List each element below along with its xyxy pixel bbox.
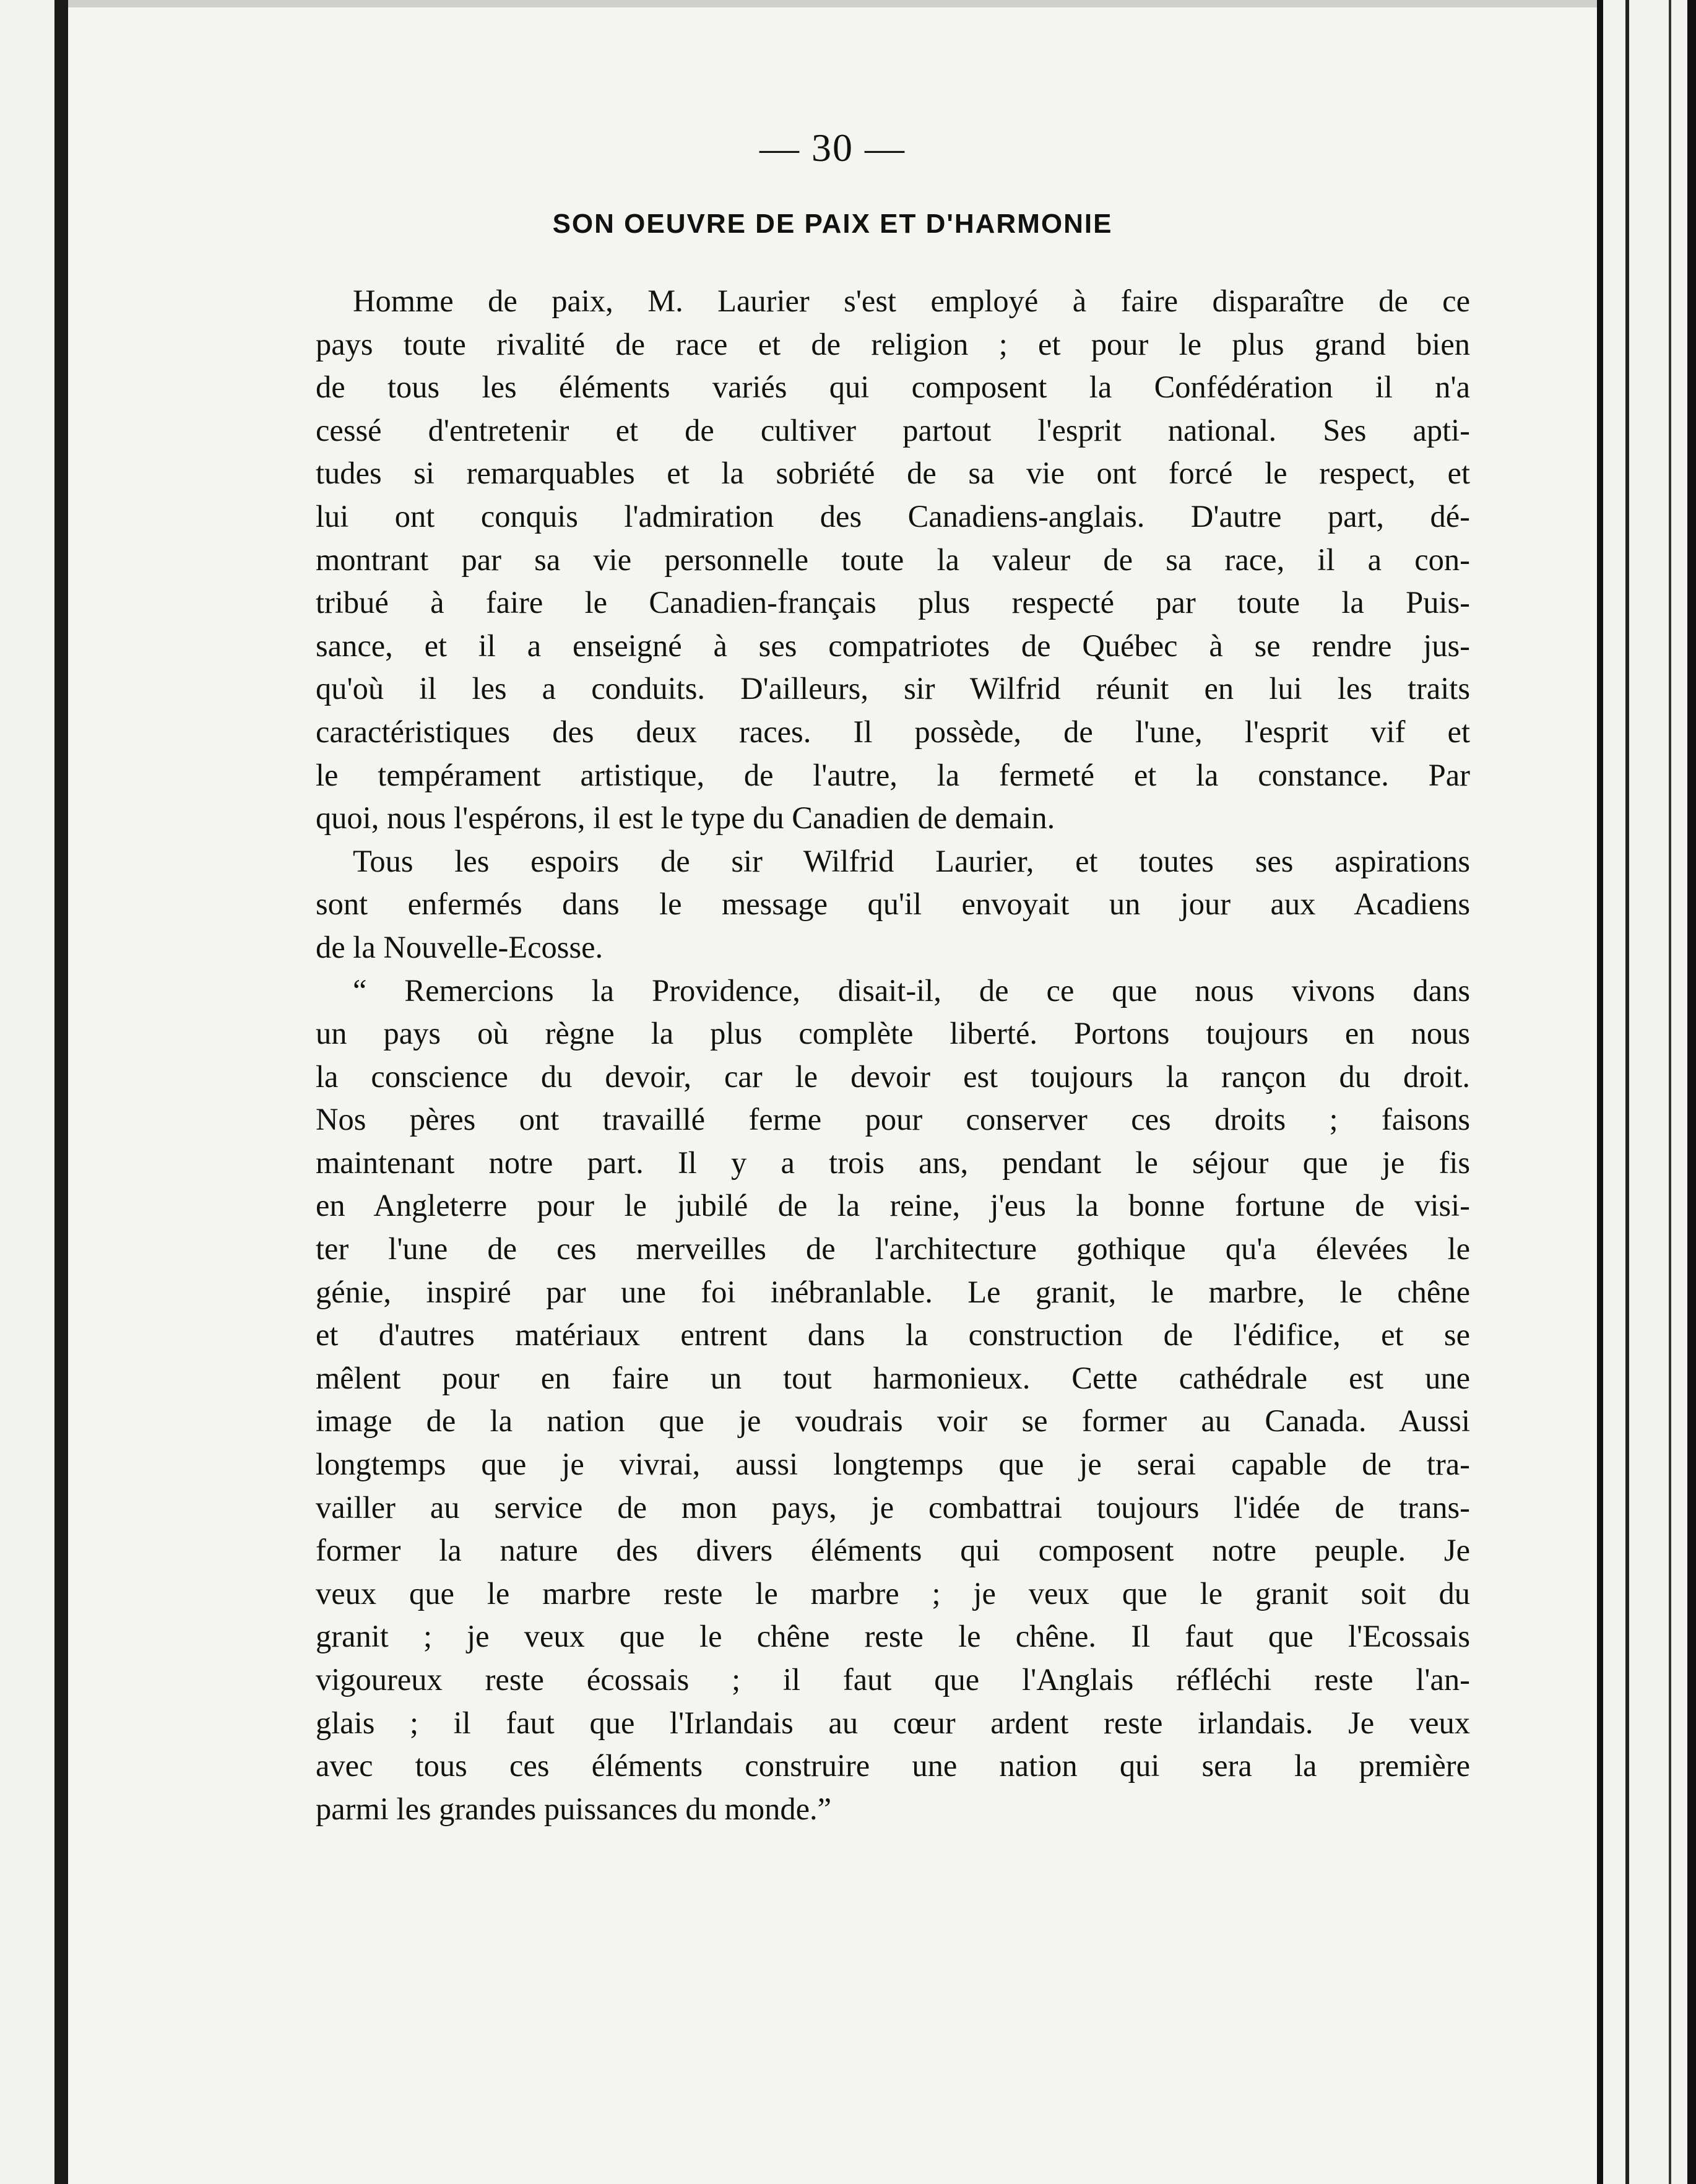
text-line: image de la nation que je voudrais voir se former au Canada. Aussi: [316, 1403, 1470, 1439]
text-line: veux que le marbre reste le marbre ; je veux que le granit soit du: [316, 1575, 1470, 1611]
document-page: [68, 7, 1597, 2184]
text-line: la conscience du devoir, car le devoir est toujours la rançon du droit.: [316, 1059, 1470, 1094]
text-line: Nos pères ont travaillé ferme pour conserver ces droits ; faisons: [316, 1102, 1470, 1137]
text-line: vailler au service de mon pays, je combattrai toujours l'idée de trans-: [316, 1489, 1470, 1525]
scan-border-right-thin: [1669, 0, 1671, 2184]
scan-border-right-edge: [1687, 0, 1696, 2184]
paragraph: [316, 840, 1470, 969]
text-line: et d'autres matériaux entrent dans la construction de l'édifice, et se: [316, 1317, 1470, 1353]
text-line: “ Remercions la Providence, disait-il, de ce que nous vivons dans: [353, 973, 1470, 1008]
text-line: longtemps que je vivrai, aussi longtemps que je serai capable de tra-: [316, 1447, 1470, 1482]
text-line: vigoureux reste écossais ; il faut que l'Anglais réfléchi reste l'an-: [316, 1662, 1470, 1697]
text-line: avec tous ces éléments construire une nation qui sera la première: [316, 1748, 1470, 1783]
text-line: mêlent pour en faire un tout harmonieux. Cette cathédrale est une: [316, 1360, 1470, 1395]
text-line: le tempérament artistique, de l'autre, la fermeté et la constance. Par: [316, 757, 1470, 792]
scan-top-edge: [68, 0, 1597, 7]
text-line: montrant par sa vie personnelle toute la valeur de sa race, il a con-: [316, 542, 1470, 577]
text-line: sont enfermés dans le message qu'il envoyait un jour aux Acadiens: [316, 886, 1470, 922]
text-line: glais ; il faut que l'Irlandais au cœur ardent reste irlandais. Je veux: [316, 1705, 1470, 1740]
text-line: tudes si remarquables et la sobriété de sa vie ont forcé le respect, et: [316, 456, 1470, 491]
text-line: sance, et il a enseigné à ses compatriotes de Québec à se rendre jus-: [316, 628, 1470, 663]
text-line: quoi, nous l'espérons, il est le type du Canadien de demain.: [316, 800, 1055, 836]
text-line: génie, inspiré par une foi inébranlable. Le granit, le marbre, le chêne: [316, 1274, 1470, 1309]
text-line: cessé d'entretenir et de cultiver partout l'esprit national. Ses apti-: [316, 412, 1470, 448]
text-line: caractéristiques des deux races. Il possède, de l'une, l'esprit vif et: [316, 714, 1470, 749]
text-line: Homme de paix, M. Laurier s'est employé à faire disparaître de ce: [353, 284, 1470, 318]
scan-border-right-inner: [1625, 0, 1629, 2184]
text-line: ter l'une de ces merveilles de l'architecture gothique qu'a élevées le: [316, 1231, 1470, 1267]
text-line: lui ont conquis l'admiration des Canadiens-anglais. D'autre part, dé-: [316, 498, 1470, 534]
text-line: qu'où il les a conduits. D'ailleurs, sir Wilfrid réunit en lui les traits: [316, 671, 1470, 706]
text-line: maintenant notre part. Il y a trois ans, pendant le séjour que je fis: [316, 1145, 1470, 1180]
page-number: — 30 —: [759, 126, 906, 170]
text-line: pays toute rivalité de race et de religion ; et pour le plus grand bien: [316, 326, 1470, 362]
scan-border-left: [54, 0, 68, 2184]
text-line: tribué à faire le Canadien-français plus respecté par toute la Puis-: [316, 585, 1470, 620]
text-line: en Angleterre pour le jubilé de la reine, j'eus la bonne fortune de visi-: [316, 1188, 1470, 1223]
text-line: un pays où règne la plus complète liberté. Portons toujours en nous: [316, 1016, 1470, 1051]
section-heading: SON OEUVRE DE PAIX ET D'HARMONIE: [552, 209, 1113, 239]
text-line: Tous les espoirs de sir Wilfrid Laurier, et toutes ses aspirations: [353, 843, 1470, 878]
text-line: de tous les éléments variés qui composent la Confédération il n'a: [316, 370, 1470, 405]
text-line: de la Nouvelle-Ecosse.: [316, 929, 604, 964]
scan-border-right: [1597, 0, 1603, 2184]
text-line: former la nature des divers éléments qui composent notre peuple. Je: [316, 1533, 1470, 1568]
text-line: parmi les grandes puissances du monde.”: [316, 1791, 832, 1826]
paragraph: [316, 969, 1470, 1831]
paragraph: [316, 280, 1470, 840]
body-text: [316, 280, 1470, 1831]
text-line: granit ; je veux que le chêne reste le chêne. Il faut que l'Ecossais: [316, 1619, 1470, 1654]
